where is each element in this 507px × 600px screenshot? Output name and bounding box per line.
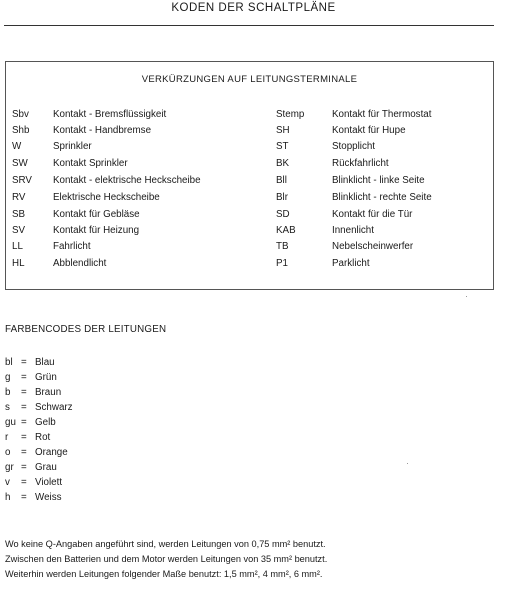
color-name: Violett xyxy=(35,477,63,488)
abbreviation-description: Kontakt für die Tür xyxy=(332,209,413,220)
equals-sign: = xyxy=(21,372,27,383)
abbreviations-heading: VERKÜRZUNGEN AUF LEITUNGSTERMINALE xyxy=(141,74,358,85)
scan-speck xyxy=(466,296,467,297)
abbreviation-description: Parklicht xyxy=(332,258,370,269)
abbreviation-description: Kontakt - Bremsflüssigkeit xyxy=(53,109,167,120)
equals-sign: = xyxy=(21,402,27,413)
abbreviation-description: Elektrische Heckscheibe xyxy=(53,192,160,203)
abbreviation-code: LL xyxy=(12,241,23,252)
abbreviation-row xyxy=(276,123,488,139)
abbreviation-row xyxy=(12,173,242,189)
note-line: Weiterhin werden Leitungen folgender Maße benutzt: 1,5 mm², 4 mm², 6 mm². xyxy=(5,569,323,579)
abbreviation-code: HL xyxy=(12,258,25,269)
abbreviation-description: Stopplicht xyxy=(332,141,376,152)
abbreviation-row xyxy=(276,139,488,155)
abbreviation-description: Fahrlicht xyxy=(53,241,91,252)
abbreviation-description: Kontakt für Gebläse xyxy=(53,209,140,220)
abbreviation-row xyxy=(276,173,488,189)
abbreviation-row xyxy=(12,190,242,206)
color-code: o xyxy=(5,447,11,458)
color-name: Blau xyxy=(35,357,55,368)
color-code: gr xyxy=(5,462,14,473)
abbreviation-description: Kontakt - Handbremse xyxy=(53,125,152,136)
abbreviation-row xyxy=(276,190,488,206)
abbreviation-description: Rückfahrlicht xyxy=(332,158,389,169)
equals-sign: = xyxy=(21,357,27,368)
abbreviation-row xyxy=(276,156,488,172)
equals-sign: = xyxy=(21,432,27,443)
equals-sign: = xyxy=(21,492,27,503)
note-line: Zwischen den Batterien und dem Motor werden Leitungen von 35 mm² benutzt. xyxy=(5,554,328,564)
abbreviation-row xyxy=(12,123,242,139)
abbreviations-box xyxy=(5,61,494,290)
abbreviation-code: Stemp xyxy=(276,109,305,120)
color-code: b xyxy=(5,387,11,398)
abbreviation-description: Kontakt für Thermostat xyxy=(332,109,432,120)
abbreviation-code: P1 xyxy=(276,258,288,269)
color-code: r xyxy=(5,432,9,443)
abbreviation-code: SRV xyxy=(12,175,32,186)
color-name: Gelb xyxy=(35,417,56,428)
abbreviation-row xyxy=(12,207,242,223)
abbreviation-description: Kontakt für Hupe xyxy=(332,125,406,136)
abbreviation-row xyxy=(276,223,488,239)
abbreviation-row xyxy=(12,223,242,239)
abbreviation-row xyxy=(12,239,242,255)
abbreviation-description: Abblendlicht xyxy=(53,258,107,269)
abbreviation-row xyxy=(276,107,488,123)
abbreviation-code: Bll xyxy=(276,175,287,186)
color-name: Schwarz xyxy=(35,402,73,413)
equals-sign: = xyxy=(21,462,27,473)
color-name: Grau xyxy=(35,462,57,473)
abbreviation-code: Blr xyxy=(276,192,288,203)
abbreviation-code: W xyxy=(12,141,22,152)
abbreviation-code: BK xyxy=(276,158,290,169)
abbreviation-code: SB xyxy=(12,209,26,220)
color-name: Braun xyxy=(35,387,62,398)
abbreviation-code: SW xyxy=(12,158,28,169)
color-code: v xyxy=(5,477,10,488)
abbreviation-row xyxy=(12,156,242,172)
abbreviation-code: ST xyxy=(276,141,289,152)
abbreviation-description: Innenlicht xyxy=(332,225,374,236)
color-code: h xyxy=(5,492,11,503)
abbreviation-description: Kontakt Sprinkler xyxy=(53,158,128,169)
abbreviation-row xyxy=(12,256,242,272)
abbreviation-row xyxy=(276,256,488,272)
abbreviation-description: Nebelscheinwerfer xyxy=(332,241,414,252)
equals-sign: = xyxy=(21,477,27,488)
color-code: g xyxy=(5,372,11,383)
abbreviation-code: SV xyxy=(12,225,26,236)
color-name: Rot xyxy=(35,432,51,443)
title-divider xyxy=(4,25,494,26)
abbreviation-code: SD xyxy=(276,209,290,220)
abbreviation-code: TB xyxy=(276,241,289,252)
color-code: s xyxy=(5,402,10,413)
color-name: Weiss xyxy=(35,492,62,503)
abbreviation-description: Blinklicht - rechte Seite xyxy=(332,192,432,203)
abbreviation-code: KAB xyxy=(276,225,296,236)
abbreviation-row xyxy=(276,239,488,255)
note-line: Wo keine Q-Angaben angeführt sind, werden Leitungen von 0,75 mm² benutzt. xyxy=(5,539,326,549)
abbreviation-description: Sprinkler xyxy=(53,141,92,152)
equals-sign: = xyxy=(21,447,27,458)
abbreviation-row xyxy=(276,207,488,223)
abbreviation-description: Blinklicht - linke Seite xyxy=(332,175,425,186)
color-code: bl xyxy=(5,357,13,368)
abbreviation-code: Shb xyxy=(12,125,30,136)
scan-speck xyxy=(407,463,408,464)
equals-sign: = xyxy=(21,387,27,398)
color-name: Orange xyxy=(35,447,68,458)
page-title: KODEN DER SCHALTPLÄNE xyxy=(171,2,336,14)
abbreviation-row xyxy=(12,139,242,155)
equals-sign: = xyxy=(21,417,27,428)
abbreviation-description: Kontakt für Heizung xyxy=(53,225,140,236)
abbreviation-code: RV xyxy=(12,192,26,203)
abbreviation-code: SH xyxy=(276,125,290,136)
color-code: gu xyxy=(5,417,16,428)
abbreviation-row xyxy=(12,107,242,123)
color-codes-heading: FARBENCODES DER LEITUNGEN xyxy=(5,324,167,335)
color-name: Grün xyxy=(35,372,57,383)
abbreviation-code: Sbv xyxy=(12,109,29,120)
abbreviation-description: Kontakt - elektrische Heckscheibe xyxy=(53,175,201,186)
